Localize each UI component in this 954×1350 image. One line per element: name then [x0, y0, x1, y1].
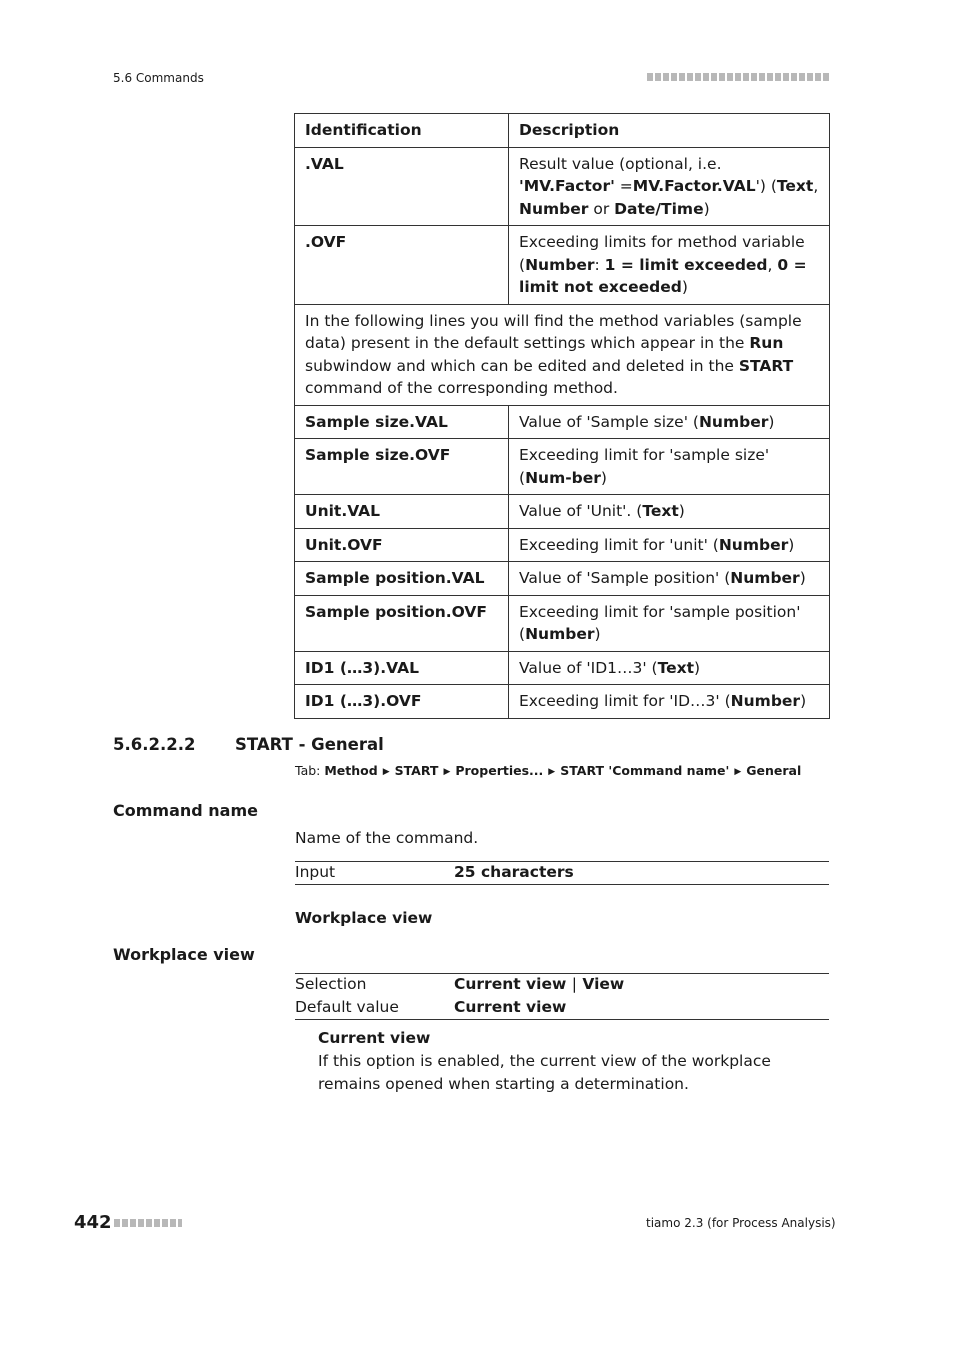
arrow-right-icon: ▶	[548, 767, 556, 777]
option-description: If this option is enabled, the current view of the workplace remains opened when starting a determination.	[318, 1052, 771, 1093]
tab-path-item: START 'Command name'	[560, 763, 730, 778]
row-description	[509, 595, 830, 651]
text-run: Value of 'Sample size' (	[519, 412, 699, 431]
text-run: =	[614, 177, 633, 195]
table-row	[295, 405, 830, 439]
header-decoration	[647, 73, 829, 81]
row-identification: Unit.OVF	[295, 528, 509, 562]
parameter-label-command-name: Command name	[113, 801, 258, 820]
text-run: Exceeding limit for 'ID…3' (	[519, 692, 731, 710]
text-run: Value of 'Unit'. (	[519, 502, 643, 520]
table-note	[295, 304, 830, 405]
row-description	[509, 528, 830, 562]
divider	[295, 884, 829, 885]
row-description	[509, 562, 830, 596]
row-identification: ID1 (…3).VAL	[295, 651, 509, 685]
tab-path-item: General	[746, 763, 802, 778]
row-identification: Sample size.OVF	[295, 439, 509, 495]
row-identification: Unit.VAL	[295, 495, 509, 529]
table-row	[295, 685, 830, 719]
text-run: )	[594, 625, 601, 643]
page-number: 442	[74, 1212, 112, 1233]
emphasized-text: MV.Factor.VAL	[632, 177, 756, 195]
spec-key: Input	[295, 863, 336, 881]
text-run: subwindow and which can be edited and deleted in the	[305, 356, 739, 375]
emphasized-text: Number	[730, 569, 800, 587]
emphasized-text: Num-ber	[525, 468, 601, 487]
emphasized-text: 1 = limit exceeded	[604, 255, 768, 274]
spec-value	[454, 973, 829, 996]
text-run: )	[788, 535, 795, 554]
row-description	[509, 226, 830, 305]
emphasized-text: 'MV.Factor'	[519, 177, 615, 195]
emphasized-text: Number	[730, 692, 801, 710]
arrow-right-icon: ▶	[382, 767, 390, 777]
table-row	[295, 562, 830, 596]
running-header-section: 5.6 Commands	[113, 71, 204, 85]
emphasized-text: Run	[749, 334, 784, 352]
table-header-row	[295, 114, 830, 148]
emphasized-text: Text	[657, 658, 695, 677]
section-number: 5.6.2.2.2	[113, 735, 196, 754]
column-header-identification: Identification	[295, 114, 509, 148]
row-identification: .OVF	[295, 226, 509, 305]
spec-row	[295, 996, 829, 1019]
parameter-spec-table	[295, 861, 829, 884]
text-run: Exceeding limits for method variable (	[519, 233, 805, 274]
divider	[295, 1019, 829, 1020]
tab-navigation-path	[295, 763, 801, 778]
text-run: or	[588, 199, 615, 218]
text-run: )	[703, 199, 710, 218]
row-identification: Sample size.VAL	[295, 405, 509, 439]
table-row	[295, 495, 830, 529]
text-run: :	[594, 255, 605, 274]
text-run: ,	[767, 255, 778, 274]
text-run: Exceeding limit for 'sample size' (	[519, 446, 770, 487]
table-row	[295, 651, 830, 685]
text-run: )	[768, 412, 775, 431]
emphasized-text: Number	[519, 199, 589, 218]
option-title: Current view	[318, 1029, 431, 1047]
tab-prefix: Tab:	[295, 763, 321, 778]
emphasized-text: Number	[698, 412, 769, 431]
text-run: )	[678, 502, 685, 520]
text-run: In the following lines you will find the method variables (sample data) present in the default settings which appear in the	[305, 311, 802, 352]
emphasized-text: Date/Time	[614, 199, 704, 218]
footer-product-name: tiamo 2.3 (for Process Analysis)	[646, 1216, 836, 1230]
text-run: ,	[813, 177, 819, 195]
emphasized-text: Text	[642, 502, 679, 520]
tab-path-item: Method	[324, 763, 378, 778]
spec-key: Selection	[295, 975, 367, 993]
arrow-right-icon: ▶	[443, 767, 451, 777]
text-run: command of the corresponding method.	[305, 379, 618, 397]
table-row	[295, 226, 830, 305]
row-description	[509, 147, 830, 226]
text-run: Exceeding limit for 'sample position' (	[519, 602, 801, 643]
arrow-right-icon: ▶	[734, 767, 742, 777]
selection-separator: |	[571, 975, 577, 993]
parameter-spec-table	[295, 973, 829, 1018]
spec-row	[295, 973, 829, 996]
row-description	[509, 495, 830, 529]
table-note-row	[295, 304, 830, 405]
emphasized-text: START	[738, 356, 794, 375]
emphasized-text: 0 = limit not exceeded	[519, 255, 807, 296]
spec-row	[295, 861, 829, 884]
emphasized-text: Text	[776, 177, 814, 195]
spec-value: 25 characters	[454, 863, 574, 881]
text-run: Exceeding limit for 'unit' (	[519, 535, 719, 554]
row-description	[509, 439, 830, 495]
row-identification: Sample position.OVF	[295, 595, 509, 651]
text-run: ') (	[755, 177, 777, 195]
text-run: )	[694, 658, 701, 677]
parameter-description: Name of the command.	[295, 829, 479, 847]
table-row	[295, 595, 830, 651]
text-run: )	[681, 278, 688, 296]
row-identification: Sample position.VAL	[295, 562, 509, 596]
table-row	[295, 147, 830, 226]
selection-option: View	[582, 975, 625, 993]
section-title: START - General	[235, 735, 384, 754]
row-identification: .VAL	[295, 147, 509, 226]
text-run: Value of 'ID1…3' (	[519, 658, 658, 677]
subheading-workplace-view: Workplace view	[295, 909, 433, 927]
column-header-description: Description	[509, 114, 830, 148]
method-variables-table	[294, 113, 830, 719]
row-description	[509, 651, 830, 685]
text-run: )	[800, 692, 807, 710]
spec-key: Default value	[295, 997, 399, 1016]
row-description	[509, 405, 830, 439]
emphasized-text: Number	[718, 535, 789, 554]
text-run: )	[600, 468, 607, 487]
emphasized-text: Number	[525, 625, 595, 643]
text-run: )	[799, 569, 806, 587]
row-identification: ID1 (…3).OVF	[295, 685, 509, 719]
text-run: Result value (optional, i.e.	[519, 154, 722, 173]
text-run: Value of 'Sample position' (	[519, 569, 731, 587]
footer-decoration	[114, 1219, 182, 1227]
table-row	[295, 439, 830, 495]
tab-path-item: START	[394, 763, 439, 778]
table-row	[295, 528, 830, 562]
tab-path-item: Properties...	[455, 763, 544, 778]
selection-option: Current view	[454, 975, 567, 993]
emphasized-text: Number	[525, 255, 595, 274]
row-description	[509, 685, 830, 719]
spec-value: Current view	[454, 997, 567, 1016]
parameter-label-workplace-view: Workplace view	[113, 945, 255, 964]
